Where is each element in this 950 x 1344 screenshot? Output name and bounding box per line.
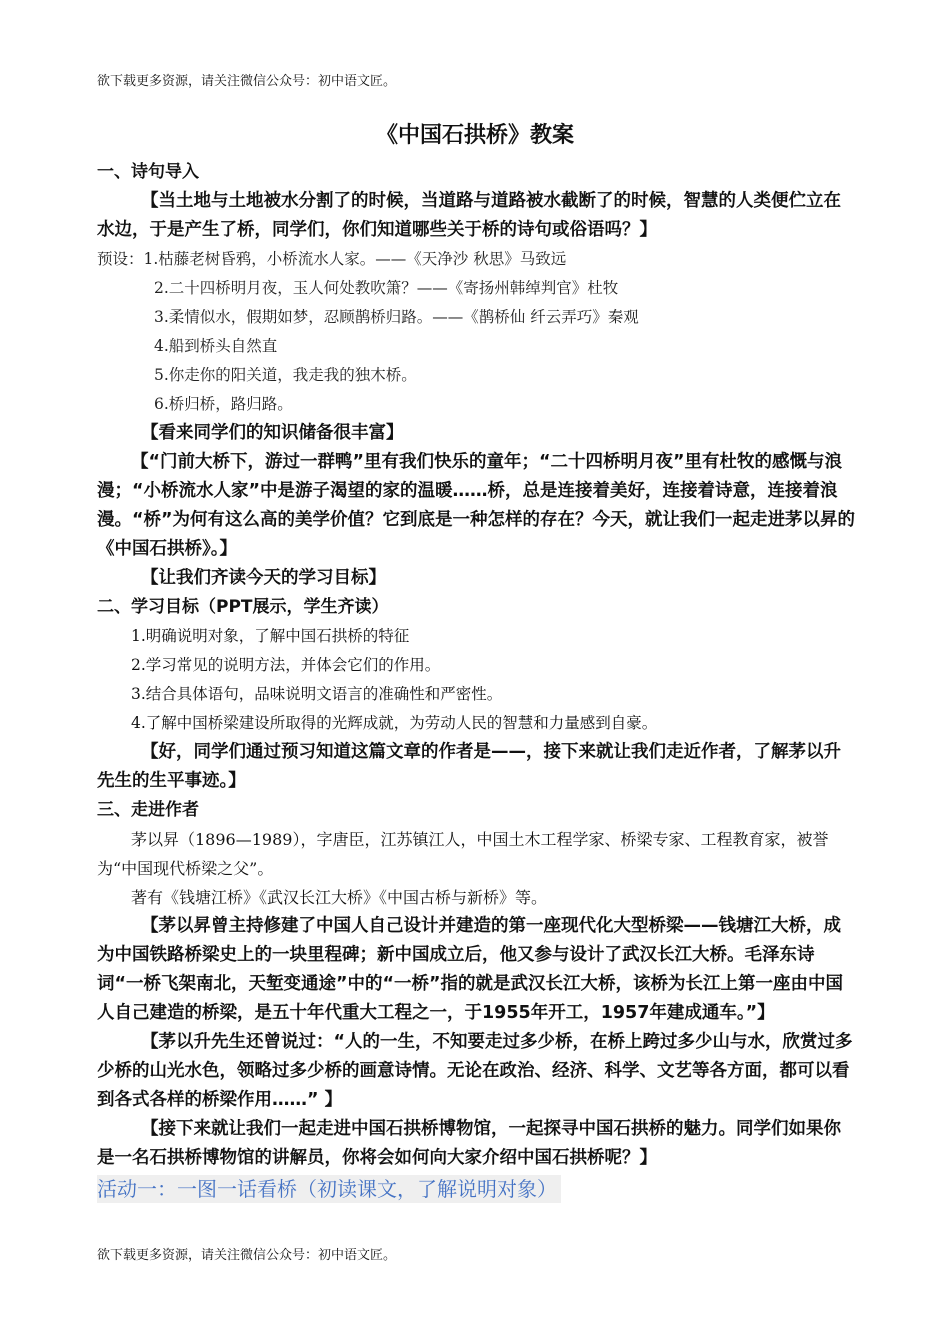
- author-quote-paragraph: 【茅以升先生还曾说过：“人的一生，不知要走过多少桥，在桥上跨过多少山与水，欣赏过多少桥的山光水色，领略过多少桥的画意诗情。无论在政治、经济、科学、文艺等各方面，都可以看到各式各样的桥梁作用……” 】: [97, 1032, 853, 1110]
- section-heading: 二、学习目标（PPT展示，学生齐读）: [97, 597, 389, 617]
- preset-item: 2.二十四桥明月夜，玉人何处教吹箫？——《寄扬州韩绰判官》杜牧: [154, 279, 619, 297]
- section-heading: 三、走进作者: [97, 800, 199, 820]
- goal-item: 1.明确说明对象，了解中国石拱桥的特征: [131, 627, 410, 645]
- author-works: 著有《钱塘江桥》《武汉长江大桥》《中国古桥与新桥》等。: [131, 888, 548, 907]
- document-title: 《中国石拱桥》教案: [375, 123, 574, 148]
- remark-line: 【看来同学们的知识储备很丰富】: [141, 423, 404, 443]
- transition-paragraph: 【好，同学们通过预习知道这篇文章的作者是——，接下来就让我们走近作者，了解茅以升先生的生平事迹。】: [97, 742, 841, 791]
- document-body: [97, 158, 855, 1203]
- intro-paragraph: 【当土地与土地被水分割了的时候，当道路与道路被水截断了的时候，智慧的人类便伫立在水边，于是产生了桥，同学们，你们知道哪些关于桥的诗句或俗语吗？】: [97, 191, 841, 240]
- preset-item: 预设：1.枯藤老树昏鸦，小桥流水人家。——《天净沙 秋思》马致远: [97, 250, 567, 268]
- preset-item: 5.你走你的阳关道，我走我的独木桥。: [154, 366, 417, 384]
- page-header: 欲下载更多资源，请关注微信公众号：初中语文匠。: [97, 74, 397, 89]
- author-bio: 茅以昇（1896—1989），字唐臣，江苏镇江人，中国土木工程学家、桥梁专家、工程教育家，被誉为“中国现代桥梁之父”。: [97, 830, 829, 878]
- transition-paragraph: 【“门前大桥下，游过一群鸭”里有我们快乐的童年；“二十四桥明月夜”里有杜牧的感慨与浪漫；“小桥流水人家”中是游子渴望的家的温暖……桥，总是连接着美好，连接着诗意，连接着浪漫。“桥”为何有这么高的美学价值？它到底是一种怎样的存在？今天，就让我们一起走进茅以昇的《中国石拱桥》。】: [97, 452, 855, 559]
- activity-heading: 活动一：一图一话看桥（初读课文，了解说明对象）: [97, 1175, 561, 1203]
- goal-item: 3.结合具体语句，品味说明文语言的准确性和严密性。: [131, 685, 503, 703]
- preset-item: 3.柔情似水，假期如梦，忍顾鹊桥归路。——《鹊桥仙 纤云弄巧》秦观: [154, 308, 639, 326]
- page-footer: 欲下载更多资源，请关注微信公众号：初中语文匠。: [97, 1248, 397, 1263]
- preset-item: 4.船到桥头自然直: [154, 337, 278, 355]
- preset-item: 6.桥归桥，路归路。: [154, 395, 293, 413]
- goal-item: 4.了解中国桥梁建设所取得的光辉成就，为劳动人民的智慧和力量感到自豪。: [131, 714, 658, 732]
- author-paragraph: 【茅以昇曾主持修建了中国人自己设计并建造的第一座现代化大型桥梁——钱塘江大桥，成为中国铁路桥梁史上的一块里程碑；新中国成立后，他又参与设计了武汉长江大桥。毛泽东诗词“一桥飞架南北，天堑变通途”中的“一桥”指的就是武汉长江大桥，该桥为长江上第一座由中国人自己建造的桥梁，是五十年代重大工程之一，于1955年开工，1957年建成通车。”】: [97, 916, 844, 1023]
- museum-paragraph: 【接下来就让我们一起走进中国石拱桥博物馆，一起探寻中国石拱桥的魅力。同学们如果你是一名石拱桥博物馆的讲解员，你将会如何向大家介绍中国石拱桥呢？】: [97, 1119, 841, 1168]
- goal-item: 2.学习常见的说明方法，并体会它们的作用。: [131, 656, 441, 674]
- section-heading: 一、诗句导入: [97, 162, 199, 182]
- read-goals-line: 【让我们齐读今天的学习目标】: [141, 568, 386, 588]
